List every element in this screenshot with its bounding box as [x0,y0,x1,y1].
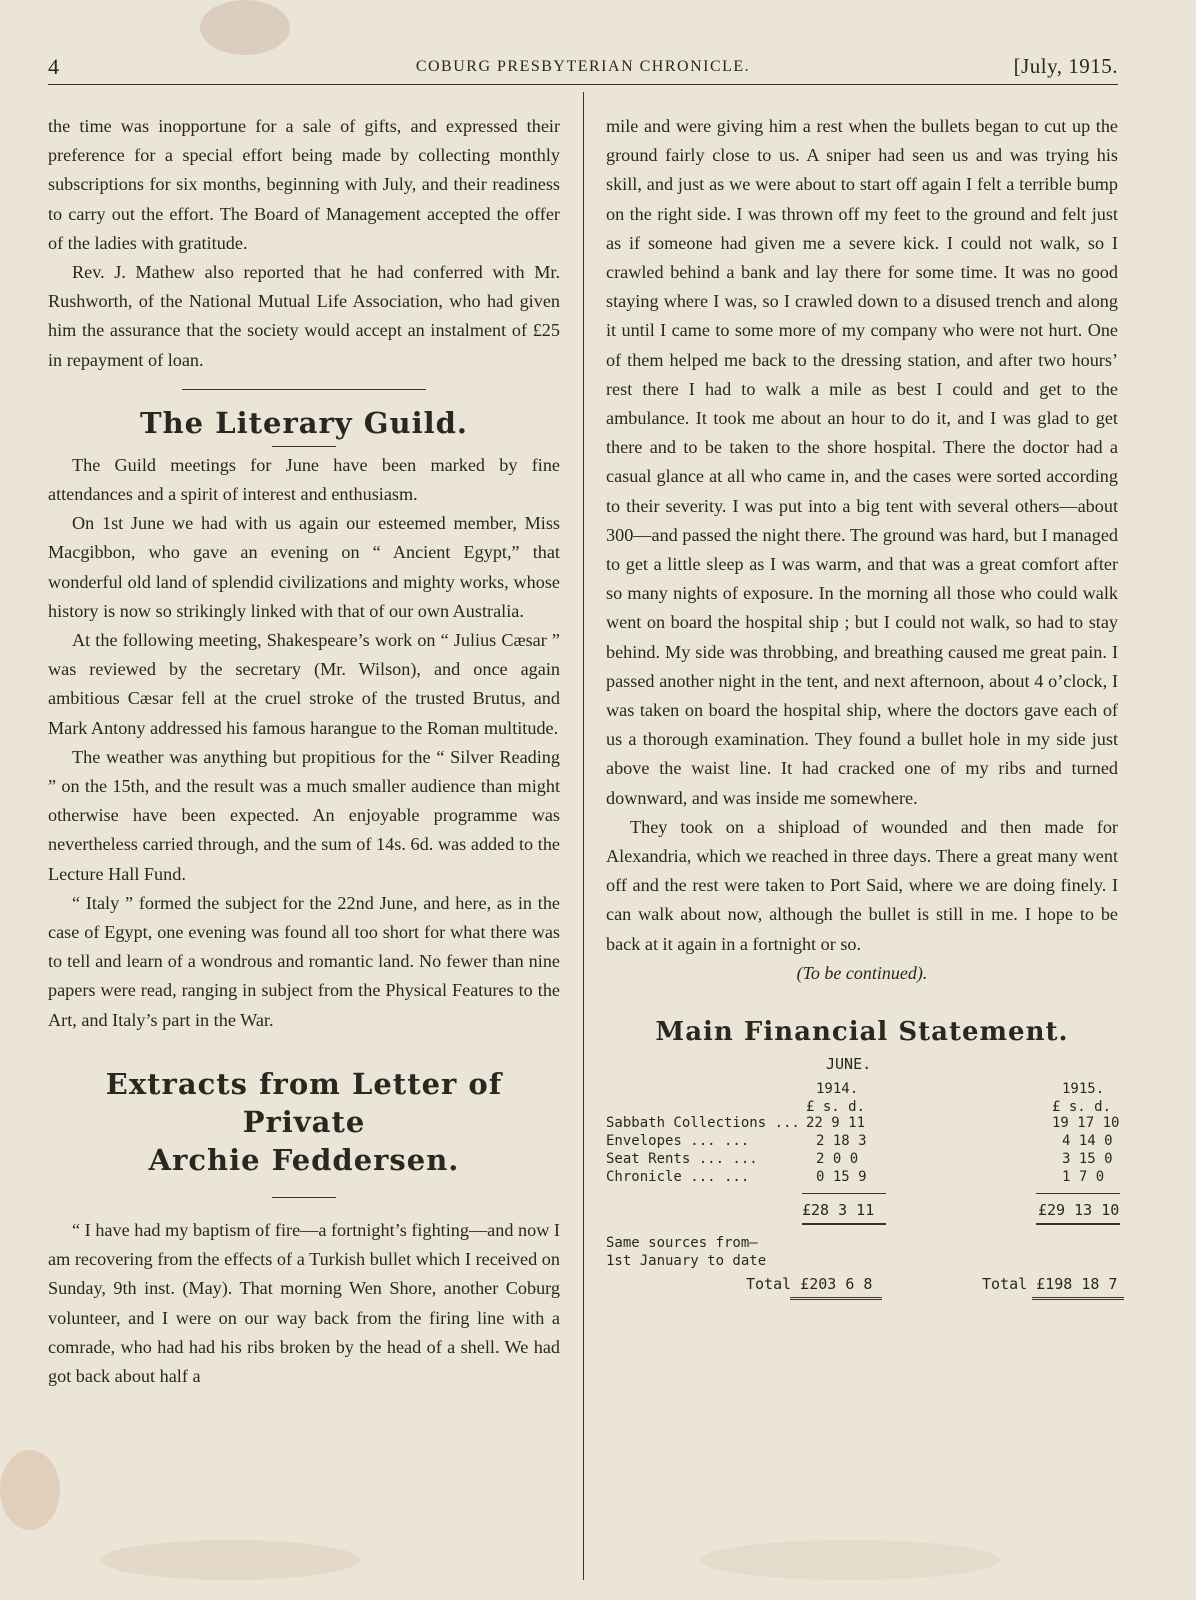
fin-row-1914: 0 15 9 [816,1168,867,1185]
fin-grand-total-1914: Total £203 6 8 [746,1274,873,1293]
fin-row-label: Envelopes ... ... [606,1132,750,1149]
fin-sum-rule [802,1193,886,1194]
fin-row-label: Seat Rents ... ... [606,1150,758,1167]
fin-lsd-1914: £ s. d. [806,1098,866,1115]
fin-grand-total-1915: Total £198 18 7 [982,1274,1118,1293]
page-number: 4 [48,54,59,79]
literary-guild-heading: The Literary Guild. [139,405,469,440]
to-be-continued: (To be continued). [796,962,928,983]
fin-row-label: Sabbath Collections ... [606,1114,800,1131]
fin-total-underline [802,1223,886,1225]
fin-total-underline [1036,1223,1120,1225]
heading-underline [272,1197,336,1198]
fin-row-1915: 19 17 10 [1052,1114,1120,1131]
fin-to-date: 1st January to date [606,1252,767,1269]
fin-year-1914: 1914. [816,1080,859,1097]
stain [200,0,290,55]
paragraph: the time was inopportune for a sale of gifts, and expressed their preference for a special effort being made by collecting monthly subscriptions for six months, beginning with July, and their readiness to carry out the effort. The Board of Management accepted the offer of the ladies with gratitude. [48,116,560,253]
column-divider [583,92,584,1580]
fin-same-sources: Same sources from— [606,1234,758,1251]
paragraph: “ I have had my baptism of fire—a fortnight’s fighting—and now I am recovering from the effects of a Turkish bullet which I received on Sunday, 9th inst. (May). That morning Wen Shore, another Coburg volunteer, and I were on our way back from the firing line with a comrade, who had had his ribs broken by the head of a shell. We had got back about half a [48,1219,560,1386]
paragraph: Rev. J. Mathew also reported that he had conferred with Mr. Rushworth, of the National Mutual Life Association, who had given him the assurance that the society would accept an instalment of £25 in repayment of loan. [48,262,560,370]
paragraph: They took on a shipload of wounded and then made for Alexandria, which we reached in three days. There a great many went off and the rest were taken to Port Said, where we are doing finely. I can walk about now, although the bullet is still in me. I hope to be back at it again in a fortnight or so. [606,816,1118,954]
stain [700,1540,1000,1580]
fin-sum-rule [1036,1193,1120,1194]
letter-heading [48,1065,560,1179]
page-header [48,52,1118,85]
fin-lsd-1915: £ s. d. [1052,1098,1112,1115]
paragraph: The weather was anything but propitious for the “ Silver Reading ” on the 15th, and the result was a much smaller audience than might otherwise have been expected. An enjoyable programme was nevertheless carried through, and the sum of 14s. 6d. was added to the Lecture Hall Fund. [48,746,560,884]
fin-row-1914: 2 18 3 [816,1132,867,1149]
stain [100,1540,360,1580]
fin-grand-underline [1032,1297,1124,1302]
paragraph: mile and were giving him a rest when the bullets began to cut up the ground fairly close to us. A sniper had seen us and was trying his skill, and just as we were about to start off again I felt a terrible bump on the right side. I was thrown off my feet to the ground and felt just as if someone had given me a severe kick. I could not walk, so I crawled behind a bank and lay there for some time. It was no good staying where I was, so I crawled down to a disused trench and along it until I came to some more of my company who were not hurt. One of them helped me back to the dressing station, and after two hours’ rest there I had to walk a mile as best I could and get to the ambulance. It took me about an hour to do it, and I was glad to get there and to be taken to the shore hospital. There the doctor had a casual glance at all who came in, and the cases were sorted according to their severity. I was put into a big tent with several others—about 300—and passed the night there. The ground was hard, but I managed to get a little sleep as I was warm, and that was a great comfort after so many nights of exposure. In the morning all those who could walk went on board the hospital ship ; but I could not walk, so had to stay behind. My side was throbbing, and breathing caused me great pain. I passed another night in the tent, and next afternoon, about 4 o’clock, I was taken on board the hospital ship, where the doctors gave each of us a thorough examination. They found a bullet hole in my side just above the waist line. It had cracked one of my ribs and turned downward, and was inside me somewhere. [606,116,1118,808]
fin-row-label: Chronicle ... ... [606,1168,750,1185]
right-column [606,112,1118,1311]
fin-row-1914: 22 9 11 [806,1114,866,1131]
fin-row-1914: 2 0 0 [816,1150,859,1167]
fin-total-1915: £29 13 10 [1038,1200,1120,1219]
fin-grand-underline [790,1297,882,1302]
financial-statement-heading: Main Financial Statement. [655,1016,1069,1047]
fin-row-1915: 3 15 0 [1062,1150,1113,1167]
letter-heading-line-2: Archie Feddersen. [148,1142,460,1177]
fin-year-1915: 1915. [1062,1080,1105,1097]
fin-row-1915: 1 7 0 [1062,1168,1105,1185]
paragraph: At the following meeting, Shakespeare’s work on “ Julius Cæsar ” was reviewed by the secretary (Mr. Wilson), and once again ambitious Cæsar fell at the cruel stroke of the trusted Brutus, and Mark Antony addressed his famous harangue to the Roman multitude. [48,630,560,738]
paragraph: “ Italy ” formed the subject for the 22nd June, and here, as in the case of Egypt, one evening was found all too short for what there was to tell and learn of a wondrous and romantic land. No fewer than nine papers were read, ranging in subject from the Physical Features to the Art, and Italy’s part in the War. [48,892,560,1030]
financial-statement-table [606,1051,1118,1311]
paragraph: The Guild meetings for June have been marked by fine attendances and a spirit of interest and enthusiasm. [48,454,560,505]
left-column [48,112,560,1391]
publication-title: COBURG PRESBYTERIAN CHRONICLE. [415,58,751,75]
paragraph: On 1st June we had with us again our esteemed member, Miss Macgibbon, who gave an evening on “ Ancient Egypt,” that wonderful old land of splendid civilizations and mighty works, whose history is now so strikingly linked with that of our own Australia. [48,513,560,621]
fin-row-1915: 4 14 0 [1062,1132,1113,1149]
stain [0,1450,60,1530]
fin-total-1914: £28 3 11 [802,1200,875,1219]
fin-month: JUNE. [826,1054,872,1073]
heading-underline [272,446,336,447]
letter-heading-line-1: Extracts from Letter of Private [105,1066,503,1139]
section-rule [182,389,426,390]
issue-date: [July, 1915. [1013,54,1118,78]
